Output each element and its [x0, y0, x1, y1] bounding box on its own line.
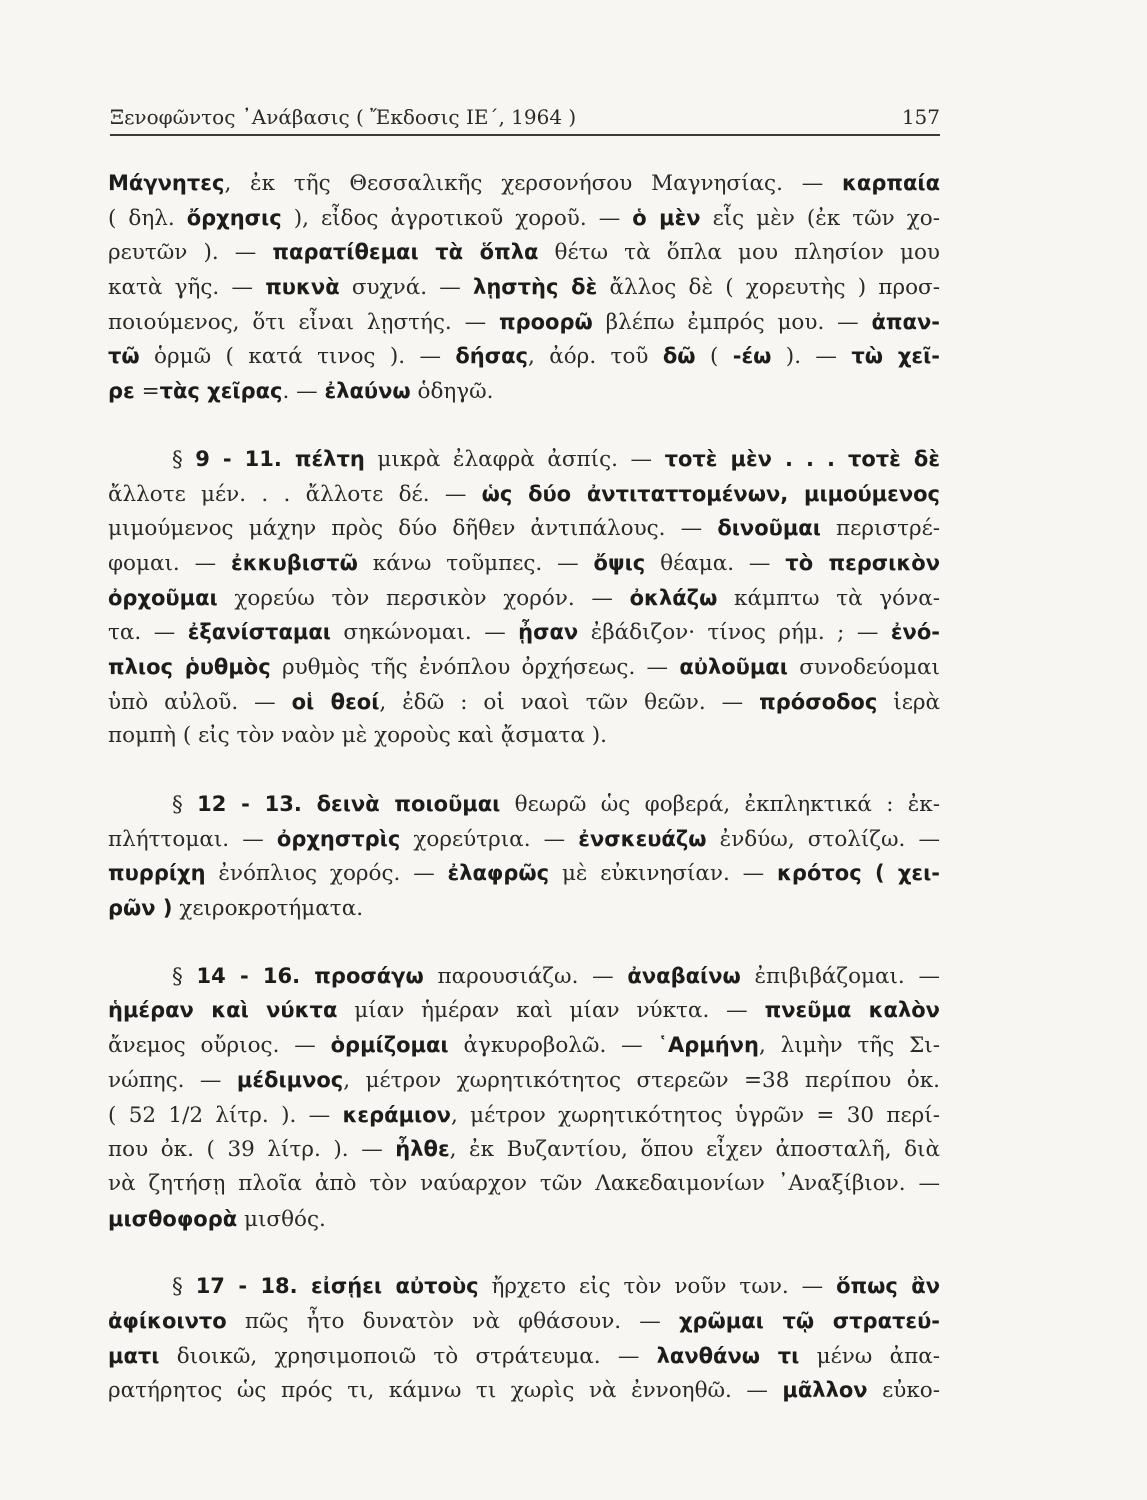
headword: ἀπαν-	[871, 309, 940, 334]
text-line	[108, 235, 940, 270]
definition-text: ρευτῶν ). —	[108, 240, 273, 266]
definition-text: . —	[282, 379, 325, 405]
definition-text: διοικῶ, χρησιμοποιῶ τὸ στράτευμα. —	[159, 1343, 657, 1369]
definition-text: , ἀόρ. τοῦ	[527, 344, 663, 370]
headword: ὀρχοῦμαι	[108, 585, 218, 610]
text-line	[108, 1167, 940, 1202]
headword: πλιος ῥυθμὸς	[108, 654, 271, 679]
glossary-paragraph	[108, 787, 940, 926]
definition-text: θεωρῶ ὡς φοβερά, ἐκπληκτικά : ἐκ-	[500, 792, 940, 817]
headword: μέδιμνος	[236, 1067, 344, 1092]
headword: τὸ περσικὸν	[785, 550, 940, 575]
headword: χρῶμαι τῷ στρατεύ-	[678, 1308, 940, 1333]
text-line	[108, 1063, 940, 1098]
definition-text: , λιμὴν τῆς Σι-	[758, 1033, 940, 1059]
headword: ρε	[108, 379, 135, 404]
definition-text: που ὀκ. ( 39 λίτρ. ). —	[108, 1137, 396, 1163]
definition-text: (	[695, 344, 733, 370]
headword: πρόσοδος	[759, 689, 878, 714]
headword: πυκνὰ	[265, 275, 340, 300]
paragraph-gap	[108, 1236, 940, 1269]
definition-text: ( 52 1/2 λίτρ. ). —	[108, 1102, 343, 1128]
definition-text: ἄλλοτε μέν. . . ἄλλοτε δέ. —	[108, 481, 482, 507]
text-line	[108, 822, 940, 857]
definition-text: νὰ ζητήσῃ πλοῖα ἀπὸ τὸν ναύαρχον τῶν Λακεδαιμονίων ᾿Αναξίβιον. —	[108, 1170, 940, 1196]
headword: λανθάνω τι	[656, 1343, 800, 1368]
text-line	[108, 685, 940, 720]
definition-text: τα. —	[108, 620, 188, 646]
paragraph-gap	[108, 926, 940, 959]
header-title: Ξενοφῶντος ᾿Ανάβασις ( Ἔκδοσις ΙΕ΄, 1964 )	[110, 105, 577, 129]
definition-text: ποιούμενος, ὅτι εἶναι λῃστής. —	[108, 309, 499, 335]
headword: τοτὲ μὲν . . . τοτὲ δὲ	[664, 446, 940, 471]
text-line	[108, 1098, 940, 1133]
headword: κεράμιον	[342, 1102, 451, 1127]
headword: ἐκκυβιστῶ	[231, 550, 358, 575]
definition-text: ( δηλ.	[108, 205, 187, 231]
headword: ἐλαφρῶς	[447, 861, 550, 886]
text-line	[108, 1202, 940, 1237]
paragraph-gap	[108, 409, 940, 442]
text-line	[108, 305, 940, 340]
definition-text: εὐκο-	[867, 1378, 940, 1404]
running-header	[110, 104, 940, 130]
definition-text: §	[172, 446, 196, 472]
headword: 14 - 16. προσάγω	[196, 963, 424, 988]
text-line	[108, 856, 940, 891]
definition-text: νώπης. —	[108, 1067, 237, 1093]
definition-text: , ἐδῶ : οἱ ναοὶ τῶν θεῶν. —	[379, 689, 760, 715]
definition-text: ἤρχετο εἰς τὸν νοῦν των. —	[478, 1274, 837, 1300]
definition-text: ἄλλος δὲ ( χορευτὴς ) προσ-	[597, 275, 940, 301]
definition-text: συνοδεύομαι	[787, 654, 940, 680]
page-number: 157	[901, 105, 940, 129]
definition-text: μένω ἀπα-	[799, 1343, 940, 1369]
text-line	[108, 959, 940, 994]
text-line	[108, 1132, 940, 1167]
definition-text: ἐπιβιβάζομαι. —	[740, 963, 940, 989]
definition-text: ἐνδύω, στολίζω. —	[706, 826, 940, 852]
headword: Μάγνητες	[108, 171, 225, 195]
headword: κρότος ( χει-	[777, 861, 940, 886]
definition-text: χειροκροτήματα.	[172, 896, 364, 922]
definition-text: ). —	[771, 344, 852, 370]
definition-text: ), εἶδος ἀγροτικοῦ χοροῦ. —	[281, 205, 633, 231]
definition-text: χορεύτρια. —	[400, 826, 579, 852]
headword: -έω	[732, 344, 772, 369]
paragraph-gap	[108, 754, 940, 787]
definition-text: πομπὴ ( εἰς τὸν ναὸν μὲ χοροὺς καὶ ᾄσματα ).	[108, 723, 607, 749]
definition-text: χορεύω τὸν περσικὸν χορόν. —	[217, 585, 630, 611]
text-line	[108, 993, 940, 1028]
definition-text: πλήττομαι. —	[108, 826, 277, 852]
text-line	[108, 1304, 940, 1339]
definition-text: , ἐκ Βυζαντίου, ὅπου εἶχεν ἀποσταλῆ, διὰ	[449, 1137, 940, 1163]
definition-text: , μέτρον χωρητικότητος ὑγρῶν = 30 περί-	[450, 1102, 940, 1128]
definition-text: εἷς μὲν (ἐκ τῶν χο-	[700, 205, 940, 231]
headword: 17 - 18. εἰσῄει αὐτοὺς	[195, 1274, 479, 1299]
headword: προορῶ	[498, 309, 593, 334]
headword: 12 - 13. δεινὰ ποιοῦμαι	[197, 792, 501, 816]
text-line	[108, 650, 940, 685]
text-line	[108, 477, 940, 512]
headword: ὀρχηστρὶς	[276, 826, 401, 851]
headword: ὅπως ἂν	[836, 1274, 940, 1299]
definition-text: θέτω τὰ ὅπλα μου πλησίον μου	[538, 240, 940, 266]
text-line	[108, 546, 940, 581]
definition-text: ὁρμῶ ( κατά τινος ). —	[139, 344, 456, 370]
definition-text: ἀγκυροβολῶ. —	[448, 1033, 658, 1059]
headword: ὄψις	[593, 550, 646, 575]
definition-text: §	[172, 963, 197, 989]
definition-text: ρατήρητος ὡς πρός τι, κάμνω τι χωρὶς νὰ ἐννοηθῶ. —	[108, 1378, 783, 1404]
text-line	[108, 511, 940, 546]
headword: ἐξανίσταμαι	[187, 620, 331, 645]
headword: τὰς χεῖρας	[159, 379, 283, 404]
headword: 9 - 11. πέλτη	[195, 446, 365, 471]
text-line	[108, 270, 940, 305]
definition-text: σηκώνομαι. —	[330, 620, 519, 646]
definition-text: ρυθμὸς τῆς ἐνόπλου ὀρχήσεως. —	[270, 654, 680, 680]
headword: ἐνό-	[890, 620, 940, 645]
definition-text: μικρὰ ἐλαφρὰ ἀσπίς. —	[364, 446, 665, 472]
headword: ὀκλάζω	[629, 585, 718, 610]
definition-text: βλέπω ἐμπρός μου. —	[592, 309, 872, 335]
definition-text: παρουσιάζω. —	[423, 963, 628, 989]
definition-text: μὲ εὐκινησίαν. —	[549, 861, 777, 887]
definition-text: , μέτρον χωρητικότητος στερεῶν =38 περίπου ὀκ.	[343, 1067, 940, 1093]
headword: αὐλοῦμαι	[679, 654, 788, 679]
definition-text: ἐβάδιζον· τίνος ρήμ. ; —	[578, 620, 891, 646]
headword: ἐλαύνω	[324, 379, 411, 404]
definition-text: =	[134, 379, 160, 405]
text-line	[108, 442, 940, 477]
definition-text: §	[172, 1274, 196, 1300]
text-line	[108, 581, 940, 616]
header-rule	[110, 134, 940, 136]
text-line	[108, 201, 940, 236]
headword: ὁρμίζομαι	[330, 1033, 449, 1058]
headword: δῶ	[662, 344, 696, 369]
headword: δινοῦμαι	[717, 516, 821, 541]
definition-text: μισθός.	[237, 1206, 326, 1232]
headword: παρατίθεμαι τὰ ὅπλα	[272, 240, 539, 265]
definition-text: φομαι. —	[108, 550, 231, 576]
definition-text: κατὰ γῆς. —	[108, 275, 266, 301]
headword: ῾Αρμήνη	[657, 1033, 759, 1058]
definition-text: περιστρέ-	[820, 516, 940, 542]
headword: ᾖσαν	[518, 620, 579, 645]
headword: ρῶν )	[108, 896, 173, 921]
definition-text: ἐνόπλιος χορός. —	[205, 861, 448, 887]
text-line	[108, 1028, 940, 1063]
glossary-paragraph	[108, 166, 940, 409]
headword: καρπαία	[841, 171, 940, 195]
definition-text: κάμπτω τὰ γόνα-	[717, 585, 940, 611]
text-line	[108, 787, 940, 822]
headword: ματι	[108, 1343, 160, 1368]
headword: δήσας	[455, 344, 528, 369]
text-line	[108, 615, 940, 650]
definition-text: συχνά. —	[339, 275, 474, 301]
headword: μᾶλλον	[782, 1378, 868, 1403]
headword: πυρρίχη	[108, 861, 206, 886]
definition-text: §	[172, 792, 198, 817]
definition-text: θέαμα. —	[645, 550, 786, 576]
headword: ἐνσκευάζω	[578, 826, 707, 851]
text-line	[108, 891, 940, 926]
headword: μισθοφορὰ	[108, 1206, 238, 1231]
glossary-body	[108, 166, 940, 1408]
definition-text: μίαν ἡμέραν καὶ μίαν νύκτα. —	[337, 998, 765, 1024]
headword: ὄρχησις	[186, 205, 282, 230]
text-line	[108, 374, 940, 409]
text-line	[108, 719, 940, 754]
definition-text: μιμούμενος μάχην πρὸς δύο δῆθεν ἀντιπάλους. —	[108, 516, 718, 542]
headword: ἡμέραν καὶ νύκτα	[108, 998, 338, 1023]
headword: ὡς δύο ἀντιταττομένων, μιμούμενος	[481, 481, 940, 506]
definition-text: ἄνεμος οὔριος. —	[108, 1033, 331, 1059]
definition-text: ἱερὰ	[877, 689, 940, 715]
definition-text: ὑπὸ αὐλοῦ. —	[108, 689, 292, 715]
glossary-paragraph	[108, 959, 940, 1237]
definition-text: ὁδηγῶ.	[410, 379, 494, 405]
headword: πνεῦμα καλὸν	[764, 998, 940, 1023]
glossary-paragraph	[108, 1269, 940, 1408]
headword: ὁ μὲν	[632, 205, 701, 230]
headword: οἱ θεοί	[291, 689, 380, 714]
headword: ἀφίκοιντο	[108, 1308, 227, 1333]
headword: λῃστὴς δὲ	[473, 275, 598, 300]
definition-text: πῶς ἦτο δυνατὸν νὰ φθάσουν. —	[226, 1308, 679, 1334]
headword: ἦλθε	[395, 1137, 450, 1162]
headword: τῶ	[108, 344, 140, 369]
definition-text: κάνω τοῦμπες. —	[357, 550, 594, 576]
headword: τὼ χεῖ-	[851, 344, 940, 369]
headword: ἀναβαίνω	[627, 963, 741, 988]
text-line	[108, 1269, 940, 1304]
glossary-paragraph	[108, 442, 940, 754]
text-line	[108, 1373, 940, 1408]
text-line	[108, 1339, 940, 1374]
text-line	[108, 166, 940, 201]
definition-text: , ἐκ τῆς Θεσσαλικῆς χερσονήσου Μαγνησίας. —	[224, 171, 842, 196]
text-line	[108, 339, 940, 374]
